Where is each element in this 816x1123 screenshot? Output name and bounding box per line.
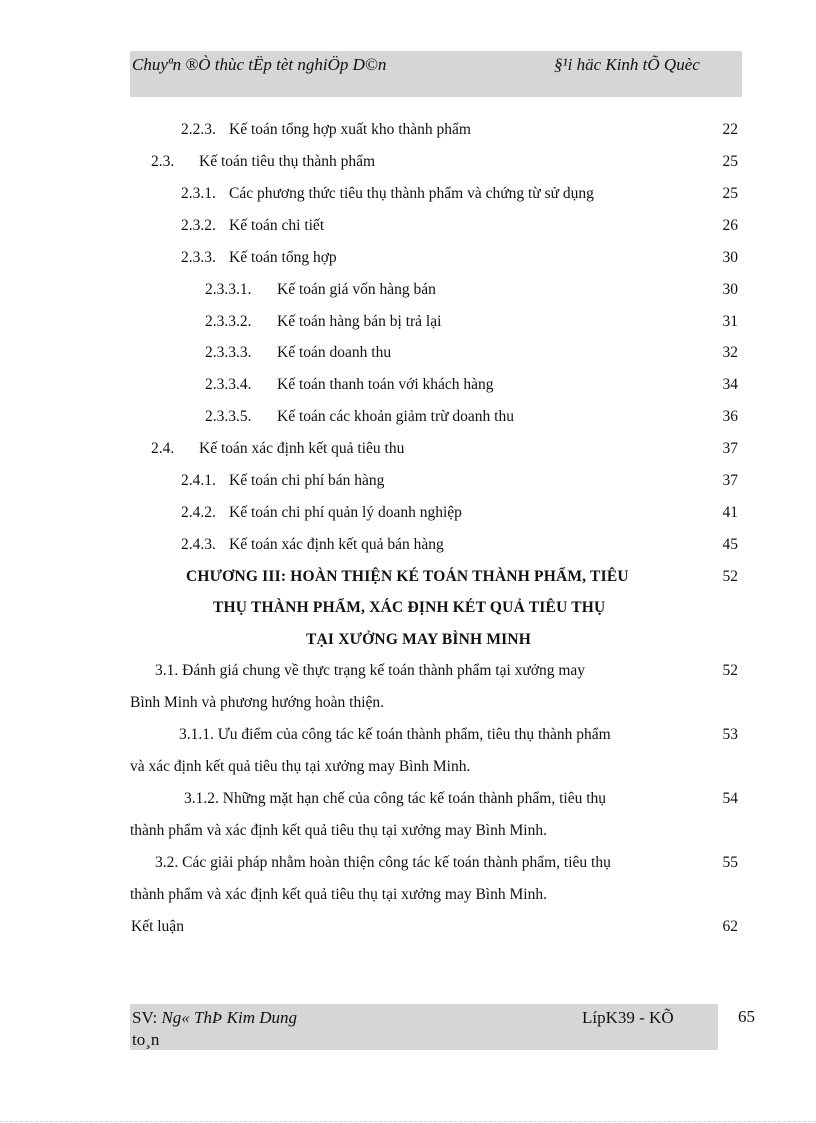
toc-entry xyxy=(205,280,436,300)
footer-student xyxy=(132,1007,432,1051)
footer-class: LípK39 - KÕ xyxy=(582,1008,674,1027)
page-footer xyxy=(130,1004,718,1050)
toc-page: 53 xyxy=(722,726,738,743)
toc-paragraph-entry xyxy=(130,783,675,847)
page-header xyxy=(130,51,742,97)
toc-paragraph-entry xyxy=(130,655,675,719)
toc-paragraph-line: thành phẩm và xác định kết quả tiêu thụ tại xưởng may Bình Minh. xyxy=(130,822,547,839)
toc-paragraph-entry xyxy=(130,847,675,911)
toc-entry xyxy=(181,535,444,555)
toc-title: Kế toán chi phí bán hàng xyxy=(229,472,385,489)
toc-number: 2.4.2. xyxy=(181,504,216,521)
toc-number: 2.4.3. xyxy=(181,536,216,553)
toc-conclusion: Kết luận xyxy=(131,918,184,935)
toc-page: 54 xyxy=(722,790,738,807)
chapter-title-line: THỤ THÀNH PHẨM, XÁC ĐỊNH KÉT QUẢ TIÊU THỤ xyxy=(213,599,606,616)
toc-page: 26 xyxy=(722,217,738,234)
toc-page: 25 xyxy=(722,153,738,170)
toc-paragraph-line: và xác định kết quả tiêu thụ tại xưởng may Bình Minh. xyxy=(130,758,471,775)
toc-number: 2.3.3. xyxy=(181,249,216,266)
toc-title: Kế toán xác định kết quả bán hàng xyxy=(229,536,444,553)
toc-number: 2.3. xyxy=(151,153,175,170)
toc-number: 2.3.1. xyxy=(181,185,216,202)
toc-entry xyxy=(181,184,594,204)
toc-page: 37 xyxy=(722,472,738,489)
toc-paragraph-line: Bình Minh và phương hướng hoàn thiện. xyxy=(130,694,385,711)
chapter-title-line: CHƯƠNG III: HOÀN THIỆN KÉ TOÁN THÀNH PHẨM, TIÊU xyxy=(186,568,629,585)
toc-title: Kế toán chi tiết xyxy=(229,217,325,234)
toc-paragraph-line: thành phẩm và xác định kết quả tiêu thụ tại xưởng may Bình Minh. xyxy=(130,886,547,903)
toc-page: 30 xyxy=(722,281,738,298)
toc-entry xyxy=(181,216,324,236)
toc-page: 55 xyxy=(722,854,738,871)
toc-page: 62 xyxy=(722,918,738,935)
footer-student-name: Ng« ThÞ Kim Dung xyxy=(161,1008,297,1027)
toc-number: 2.3.3.5. xyxy=(205,408,252,425)
chapter-title-line: TẠI XƯỞNG MAY BÌNH MINH xyxy=(306,631,532,648)
toc-entry xyxy=(151,439,404,459)
footer-left-line2: to¸n xyxy=(132,1030,160,1049)
toc-title: Kế toán tổng hợp xyxy=(229,249,337,266)
toc-title: Kế toán hàng bán bị trả lại xyxy=(277,313,442,330)
toc-paragraph-line: 3.1.1. Ưu điểm của công tác kế toán thành phẩm, tiêu thụ thành phẩm xyxy=(179,726,611,743)
toc-paragraph-line: 3.2. Các giải pháp nhằm hoàn thiện công tác kế toán thành phẩm, tiêu thụ xyxy=(155,854,611,871)
toc-page: 34 xyxy=(722,376,738,393)
toc-title: Kế toán tiêu thụ thành phẩm xyxy=(199,153,376,170)
page-bottom-divider xyxy=(0,1121,816,1122)
toc-entry xyxy=(181,248,337,268)
footer-prefix: SV: xyxy=(132,1008,158,1027)
toc-title: Kế toán chi phí quản lý doanh nghiệp xyxy=(229,504,462,521)
toc-number: 2.3.2. xyxy=(181,217,216,234)
page-number: 65 xyxy=(738,1007,755,1026)
toc-number: 2.3.3.1. xyxy=(205,281,252,298)
toc-entry xyxy=(205,312,441,332)
toc-entry xyxy=(181,503,462,523)
toc-page: 31 xyxy=(722,313,738,330)
toc-entry xyxy=(151,152,375,172)
header-right-text: §¹i häc Kinh tÕ Quèc xyxy=(554,55,700,74)
toc-title: Kế toán giá vốn hàng bán xyxy=(277,281,436,298)
toc-number: 2.3.3.4. xyxy=(205,376,252,393)
toc-page: 22 xyxy=(722,121,738,138)
toc-page: 36 xyxy=(722,408,738,425)
toc-paragraph-line: 3.1. Đánh giá chung về thực trạng kế toán thành phẩm tại xưởng may xyxy=(155,662,586,679)
toc-title: Kế toán thanh toán với khách hàng xyxy=(277,376,494,393)
toc-title: Các phương thức tiêu thụ thành phẩm và chứng từ sử dụng xyxy=(229,185,594,202)
header-left-text: Chuyªn ®Ò thùc tËp tèt nghiÖp D©n xyxy=(132,55,387,74)
toc-title: Kế toán tổng hợp xuất kho thành phẩm xyxy=(229,121,471,138)
toc-page: 52 xyxy=(722,662,738,679)
toc-entry xyxy=(205,375,494,395)
toc-entry xyxy=(205,343,391,363)
toc-page: 30 xyxy=(722,249,738,266)
toc-page: 32 xyxy=(722,344,738,361)
toc-page: 45 xyxy=(722,536,738,553)
toc-page: 41 xyxy=(722,504,738,521)
toc-title: Kế toán các khoản giảm trừ doanh thu xyxy=(277,408,514,425)
toc-paragraph-entry xyxy=(130,719,675,783)
toc-entry xyxy=(205,407,514,427)
toc-title: Kế toán doanh thu xyxy=(277,344,392,361)
toc-number: 2.4.1. xyxy=(181,472,216,489)
toc-page: 25 xyxy=(722,185,738,202)
toc-entry xyxy=(181,471,384,491)
toc-number: 2.3.3.3. xyxy=(205,344,252,361)
toc-page: 37 xyxy=(722,440,738,457)
toc-number: 2.2.3. xyxy=(181,121,216,138)
toc-paragraph-line: 3.1.2. Những mặt hạn chế của công tác kế toán thành phẩm, tiêu thụ xyxy=(184,790,607,807)
toc-title: Kế toán xác định kết quả tiêu thu xyxy=(199,440,405,457)
toc-page: 52 xyxy=(722,568,738,585)
toc-number: 2.3.3.2. xyxy=(205,313,252,330)
toc-entry xyxy=(181,120,471,140)
toc-number: 2.4. xyxy=(151,440,175,457)
